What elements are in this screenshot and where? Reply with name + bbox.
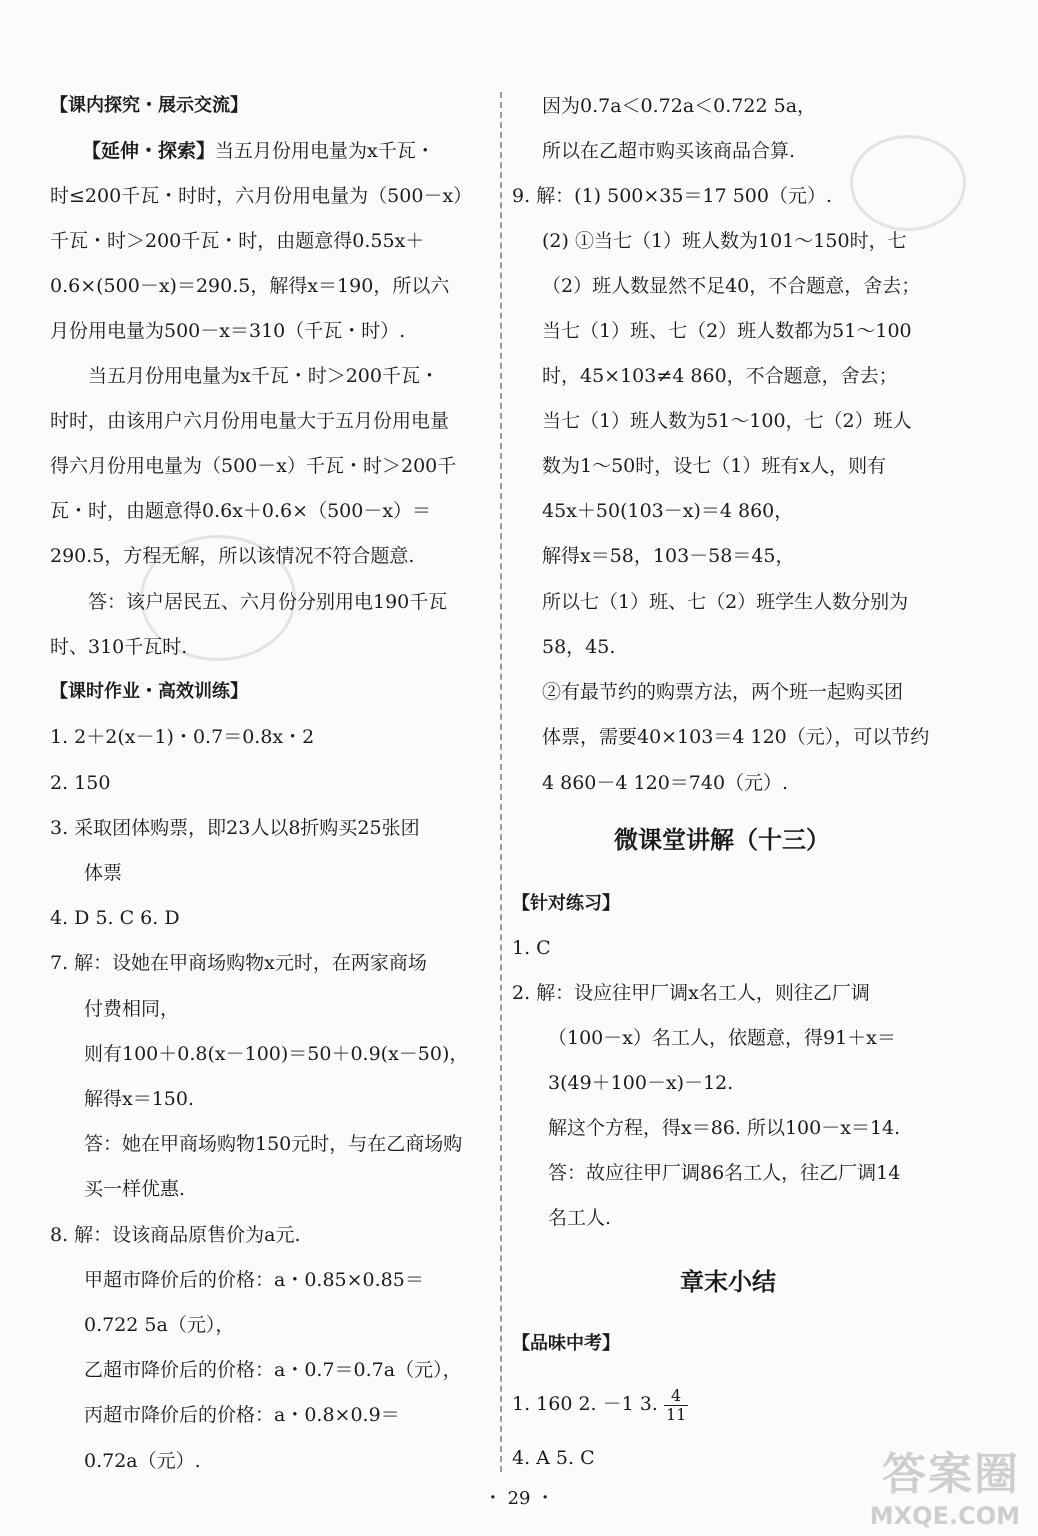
watermark-url: MXQE.COM	[869, 1502, 1020, 1530]
answer-line: 7. 解：设她在甲商场购物x元时，在两家商场	[50, 952, 427, 974]
faint-stamp-right	[850, 135, 966, 231]
section-heading-explore: 【课内探究・展示交流】	[50, 95, 248, 116]
answer-line: 45x＋50(103－x)＝4 860，	[542, 500, 794, 522]
answer-line: 付费相同，	[84, 998, 180, 1020]
paragraph-line: 290.5，方程无解，所以该情况不符合题意.	[50, 545, 415, 567]
answer-line: 4. A 5. C	[512, 1447, 595, 1469]
answer-line: 2. 解：设应往甲厂调x名工人，则往乙厂调	[512, 982, 870, 1004]
answer-line: 3. 采取团体购票，即23人以8折购买25张团	[50, 817, 420, 839]
watermark-text: 答案圈	[882, 1449, 1020, 1500]
answer-line: 0.722 5a（元），	[84, 1314, 235, 1336]
paragraph-line: 当五月份用电量为x千瓦・时＞200千瓦・	[88, 365, 439, 387]
answer-line: 解这个方程，得x＝86. 所以100－x＝14.	[548, 1117, 901, 1139]
paragraph-line	[82, 137, 435, 165]
answer-line: 0.72a（元）.	[84, 1450, 201, 1472]
answer-line: 体票，需要40×103＝4 120（元），可以节约	[542, 726, 930, 748]
answer-line: 解得x＝150.	[84, 1088, 195, 1110]
answer-line: 3(49＋100－x)－12.	[548, 1072, 734, 1094]
watermark-logo	[870, 1438, 1020, 1530]
section-title-microclass: 微课堂讲解（十三）	[614, 826, 830, 854]
fraction-denominator: 11	[665, 1404, 687, 1424]
paragraph-line: 千瓦・时＞200千瓦・时，由题意得0.55x＋	[50, 230, 425, 252]
answer-line: 则有100＋0.8(x－100)＝50＋0.9(x－50)，	[84, 1043, 469, 1065]
column-divider	[500, 92, 502, 1472]
page-number: ・ 29 ・	[483, 1488, 555, 1509]
paragraph-line: 得六月份用电量为（500－x）千瓦・时＞200千	[50, 455, 457, 477]
answer-line: （2）班人数显然不足40，不合题意，舍去；	[542, 275, 921, 297]
answer-line: 1. 2＋2(x－1)・0.7＝0.8x・2	[50, 726, 315, 748]
answer-line: 4. D 5. C 6. D	[50, 907, 180, 929]
answer-line: 乙超市降价后的价格：a・0.7＝0.7a（元），	[84, 1359, 462, 1381]
paragraph-line: 答：该户居民五、六月份分别用电190千瓦	[88, 591, 448, 613]
text-span: 当五月份用电量为x千瓦・	[215, 140, 435, 162]
answer-line: 所以在乙超市购买该商品合算.	[542, 140, 796, 162]
answer-line: (2) ①当七（1）班人数为101～150时，七	[542, 230, 907, 252]
answer-line: 因为0.7a＜0.72a＜0.722 5a，	[542, 95, 817, 117]
answer-line: 答：她在甲商场购物150元时，与在乙商场购	[84, 1133, 463, 1155]
answer-line: 所以七（1）班、七（2）班学生人数分别为	[542, 591, 909, 613]
paragraph-line: 瓦・时，由题意得0.6x＋0.6×（500－x）＝	[50, 500, 432, 522]
answer-line: 当七（1）班、七（2）班人数都为51～100	[542, 320, 912, 342]
fraction	[664, 1387, 688, 1424]
paragraph-line: 时时，由该用户六月份用电量大于五月份用电量	[50, 410, 450, 432]
answer-line: 解得x＝58，103－58＝45，	[542, 545, 795, 567]
section-heading-exam: 【品味中考】	[512, 1333, 620, 1354]
section-title-chapter-summary: 章末小结	[680, 1268, 776, 1296]
answer-line: 答：故应往甲厂调86名工人，往乙厂调14	[548, 1162, 901, 1184]
answer-line: 丙超市降价后的价格：a・0.8×0.9＝	[84, 1404, 400, 1426]
answer-line: 4 860－4 120＝740（元）.	[542, 772, 789, 794]
answer-line: 体票	[84, 862, 123, 884]
answer-line: 9. 解：(1) 500×35＝17 500（元）.	[512, 185, 833, 207]
answer-line: 甲超市降价后的价格：a・0.85×0.85＝	[84, 1269, 424, 1291]
answer-line: 1. C	[512, 937, 551, 959]
answer-line-with-fraction	[512, 1386, 688, 1424]
paragraph-line: 0.6×(500－x)＝290.5，解得x＝190，所以六	[50, 275, 450, 297]
paragraph-line: 月份用电量为500－x＝310（千瓦・时）.	[50, 320, 406, 342]
fraction-numerator: 4	[664, 1387, 688, 1406]
section-heading-homework: 【课时作业・高效训练】	[50, 681, 248, 702]
section-heading-practice: 【针对练习】	[512, 893, 620, 914]
answer-line: 2. 150	[50, 772, 111, 794]
paragraph-line: 时、310千瓦时.	[50, 636, 188, 658]
answer-line: 买一样优惠.	[84, 1178, 186, 1200]
answer-line: （100－x）名工人，依题意，得91＋x＝	[548, 1027, 896, 1049]
subheading-extend: 【延伸・探索】	[82, 140, 216, 162]
answer-line: ②有最节约的购票方法，两个班一起购买团	[542, 681, 904, 703]
answer-line: 8. 解：设该商品原售价为a元.	[50, 1224, 301, 1246]
paragraph-line: 时≤200千瓦・时时，六月份用电量为（500－x）	[50, 185, 473, 207]
answer-line: 58，45.	[542, 636, 616, 658]
answer-line: 数为1～50时，设七（1）班有x人，则有	[542, 455, 887, 477]
answer-line: 名工人.	[548, 1207, 612, 1229]
answer-line: 时，45×103≠4 860，不合题意，舍去；	[542, 365, 898, 387]
answer-line: 当七（1）班人数为51～100，七（2）班人	[542, 410, 912, 432]
text-span: 1. 160 2. －1 3.	[512, 1393, 658, 1415]
